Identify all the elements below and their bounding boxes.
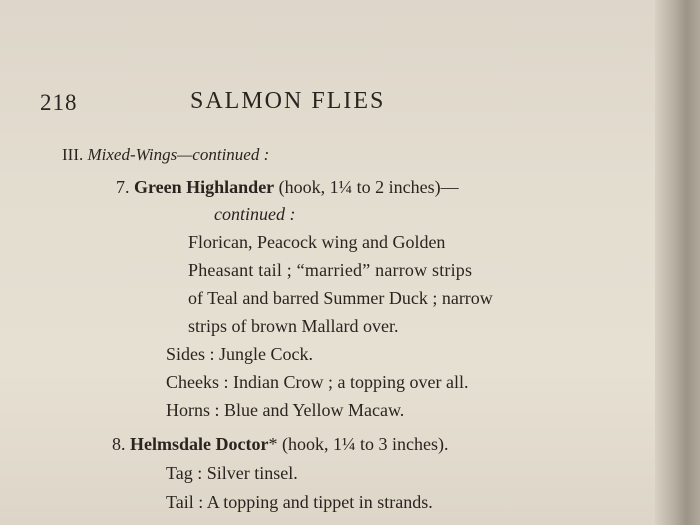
tail-value: A topping and tippet in strands.: [206, 492, 433, 512]
horns-line: [166, 400, 404, 421]
entry-8-heading: [112, 434, 448, 455]
entry-7-continued: continued :: [214, 204, 296, 224]
book-spine-shadow: [655, 0, 700, 525]
sides-label: Sides :: [166, 344, 215, 364]
cheeks-label: Cheeks :: [166, 372, 229, 392]
entry-7-number: 7.: [116, 177, 130, 197]
entry-8-name: Helmsdale Doctor: [130, 434, 269, 454]
entry-7-hook: (hook, 1¼ to 2 inches)—: [278, 177, 459, 197]
cheeks-line: [166, 372, 468, 393]
tag-label: Tag :: [166, 463, 203, 483]
horns-value: Blue and Yellow Macaw.: [224, 400, 405, 420]
tail-label: Tail :: [166, 492, 204, 512]
tag-value: Silver tinsel.: [206, 463, 298, 483]
entry-7-heading: [116, 177, 459, 198]
entry-8-hook: (hook, 1¼ to 3 inches).: [281, 434, 449, 454]
entry-8-asterisk: *: [268, 434, 278, 454]
wing-line-2: Pheasant tail ; “married” narrow strips: [188, 260, 473, 280]
page-title: SALMON FLIES: [190, 88, 386, 114]
sides-value: Jungle Cock.: [219, 344, 314, 364]
horns-label: Horns :: [166, 400, 220, 420]
wing-line-1: Florican, Peacock wing and Golden: [188, 232, 446, 252]
section-numeral: III.: [62, 145, 84, 164]
sides-line: [166, 344, 313, 365]
entry-8-number: 8.: [112, 434, 126, 454]
tag-line: [166, 463, 298, 484]
section-title: Mixed-Wings—continued :: [87, 145, 270, 164]
page-number: 218: [40, 90, 78, 115]
section-heading: [62, 145, 269, 165]
wing-line-3: of Teal and barred Summer Duck ; narrow: [188, 288, 493, 308]
cheeks-value: Indian Crow ; a topping over all.: [233, 372, 469, 392]
entry-7-name: Green Highlander: [134, 177, 275, 197]
wing-line-4: strips of brown Mallard over.: [188, 316, 399, 336]
tail-line: [166, 492, 433, 513]
